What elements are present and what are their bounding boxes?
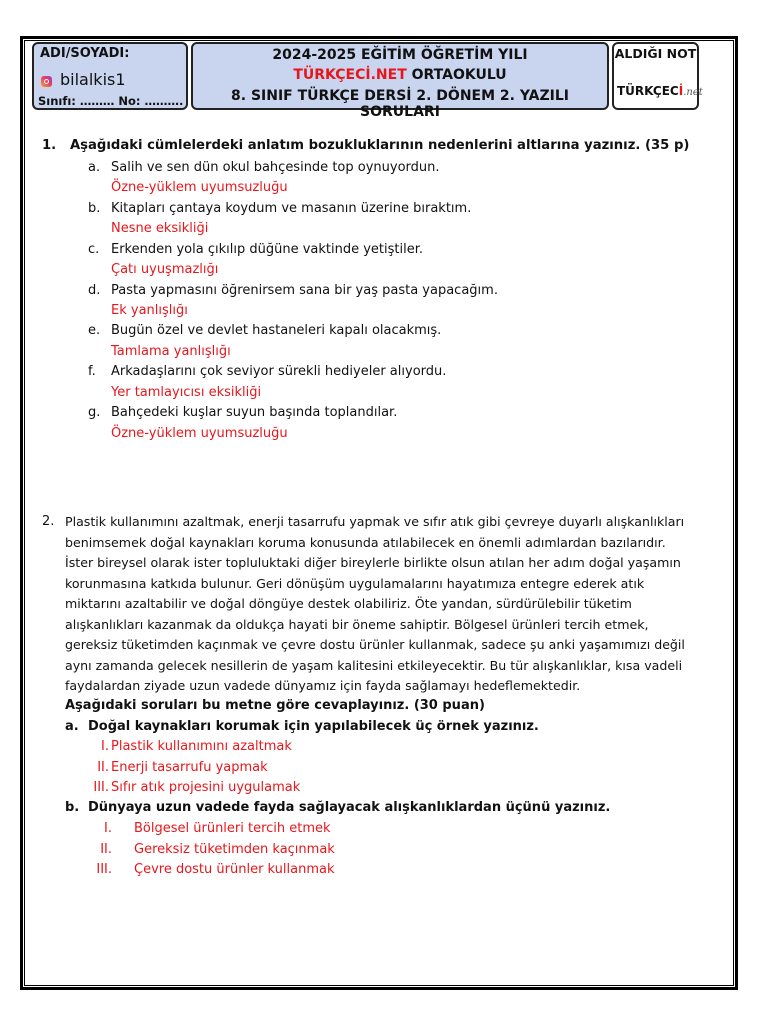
item-letter: b. [88, 201, 101, 216]
item-answer: Tamlama yanlışlığı [111, 344, 231, 359]
item-letter: g. [88, 405, 101, 420]
school-name [193, 67, 607, 83]
item-answer: Ek yanlışlığı [111, 303, 188, 318]
school-name-suffix: ORTAOKULU [406, 67, 507, 83]
paragraph-line: faydalardan ziyade uzun vadede dünyamız için fayda sağlamayı hedeflemektedir. [65, 678, 581, 693]
paragraph-line: aynı zamanda gelecek nesillerin de yaşam kalitesini etkileyecektir. Bu tür alışkanlıklar, kısa vadeli [65, 658, 683, 673]
paragraph-line: benimsemek doğal kaynakları koruma konusunda atılabilecek en önemli adımlardan bazılarıdır. [65, 535, 666, 550]
question-text: Aşağıdaki cümlelerdeki anlatım bozukluklarının nedenlerini altlarına yazınız. (35 p) [69, 138, 690, 153]
item-letter: e. [88, 323, 101, 338]
academic-year: 2024-2025 EĞİTİM ÖĞRETİM YILI [272, 47, 528, 63]
item-answer: Çatı uyuşmazlığı [111, 262, 219, 277]
logo-text: TÜRKÇEC [617, 84, 679, 98]
school-name-brand: TÜRKÇECİ.NET [293, 67, 407, 83]
paragraph-line: İster bireysel olarak ister topluluktaki diğer bireylerle birlikte olsun atılan her adım doğal yaşamın [65, 555, 681, 570]
item-sentence: Salih ve sen dün okul bahçesinde top oynuyordun. [111, 160, 440, 175]
answer-text: Enerji tasarrufu yapmak [111, 760, 268, 775]
class-number-line: Sınıfı: ……… No: ………. [38, 94, 184, 108]
item-sentence: Bugün özel ve devlet hastaneleri kapalı olacakmış. [111, 323, 442, 338]
answer-numeral: III. [96, 862, 112, 877]
item-answer: Nesne eksikliği [111, 221, 209, 236]
item-sentence: Erkenden yola çıkılıp düğüne vaktinde yetiştiler. [111, 242, 423, 257]
exam-title: 8. SINIF TÜRKÇE DERSİ 2. DÖNEM 2. YAZILI SORULARI [231, 88, 569, 120]
item-sentence: Arkadaşlarını çok seviyor sürekli hediyeler alıyordu. [111, 364, 447, 379]
subquestion-b-text: Dünyaya uzun vadede fayda sağlayacak alışkanlıklardan üçünü yazınız. [88, 800, 611, 815]
paragraph-line: Plastik kullanımını azaltmak, enerji tasarrufu yapmak ve sıfır atık gibi çevreye duyarlı alışkanlıkları [65, 514, 685, 529]
grade-box [612, 42, 703, 110]
answer-numeral: I. [104, 821, 112, 836]
paragraph-line: gereksiz tüketimden kaçınmak ve çevre dostu ürünler kullanmak, sadece şu anki yaşamımızı değil [65, 637, 685, 652]
answer-text: Sıfır atık projesini uygulamak [111, 780, 301, 795]
author-handle: bilalkis1 [60, 70, 126, 89]
turkceci-logo [617, 84, 703, 98]
instagram-icon [41, 76, 52, 87]
logo-i: İ [678, 84, 684, 98]
item-sentence: Bahçedeki kuşlar suyun başında toplandılar. [111, 405, 398, 420]
answer-text: Plastik kullanımını azaltmak [111, 739, 292, 754]
answer-numeral: II. [100, 842, 112, 857]
answer-text: Gereksiz tüketimden kaçınmak [134, 842, 335, 857]
answer-numeral: I. [101, 739, 109, 754]
answer-numeral: III. [93, 780, 109, 795]
paragraph-line: miktarını azaltabilir ve doğal döngüye destek olabiliriz. Öte yandan, sürdürülebilir tüketim [65, 596, 632, 611]
name-label: ADI/SOYADI: [40, 46, 130, 61]
exam-title-box [191, 42, 609, 120]
paragraph-line: korunmasına katkıda bulunur. Geri dönüşüm uygulamalarını hayatımıza entegre ederek atık [65, 576, 645, 591]
item-letter: f. [88, 364, 96, 379]
subquestion-a-letter: a. [65, 719, 79, 734]
item-letter: c. [88, 242, 100, 257]
subquestion-b-letter: b. [65, 800, 80, 815]
paragraph-line: alışkanlıkları kazanmak da oldukça hayati bir öneme sahiptir. Bölgesel ürünleri tercih etmek, [65, 617, 649, 632]
item-answer: Özne-yüklem uyumsuzluğu [111, 426, 288, 441]
item-sentence: Kitapları çantaya koydum ve masanın üzerine bıraktım. [111, 201, 472, 216]
question-2-number: 2. [42, 514, 55, 529]
logo-net: .net [683, 87, 703, 98]
item-letter: a. [88, 160, 101, 175]
grade-label: ALDIĞI NOT [614, 46, 697, 61]
item-answer: Özne-yüklem uyumsuzluğu [111, 180, 288, 195]
item-sentence: Pasta yapmasını öğrenirsem sana bir yaş pasta yapacağım. [111, 283, 498, 298]
question-number: 1. [42, 138, 57, 153]
answer-numeral: II. [97, 760, 109, 775]
subquestion-a-text: Doğal kaynakları korumak için yapılabilecek üç örnek yazınız. [88, 719, 539, 734]
answer-text: Çevre dostu ürünler kullanmak [134, 862, 335, 877]
item-answer: Yer tamlayıcısı eksikliği [111, 385, 262, 400]
item-letter: d. [88, 283, 101, 298]
answer-text: Bölgesel ürünleri tercih etmek [134, 821, 331, 836]
student-info-box [32, 42, 188, 110]
question-1-prompt [42, 138, 689, 153]
question-2-instruction: Aşağıdaki soruları bu metne göre cevaplayınız. (30 puan) [65, 698, 485, 713]
